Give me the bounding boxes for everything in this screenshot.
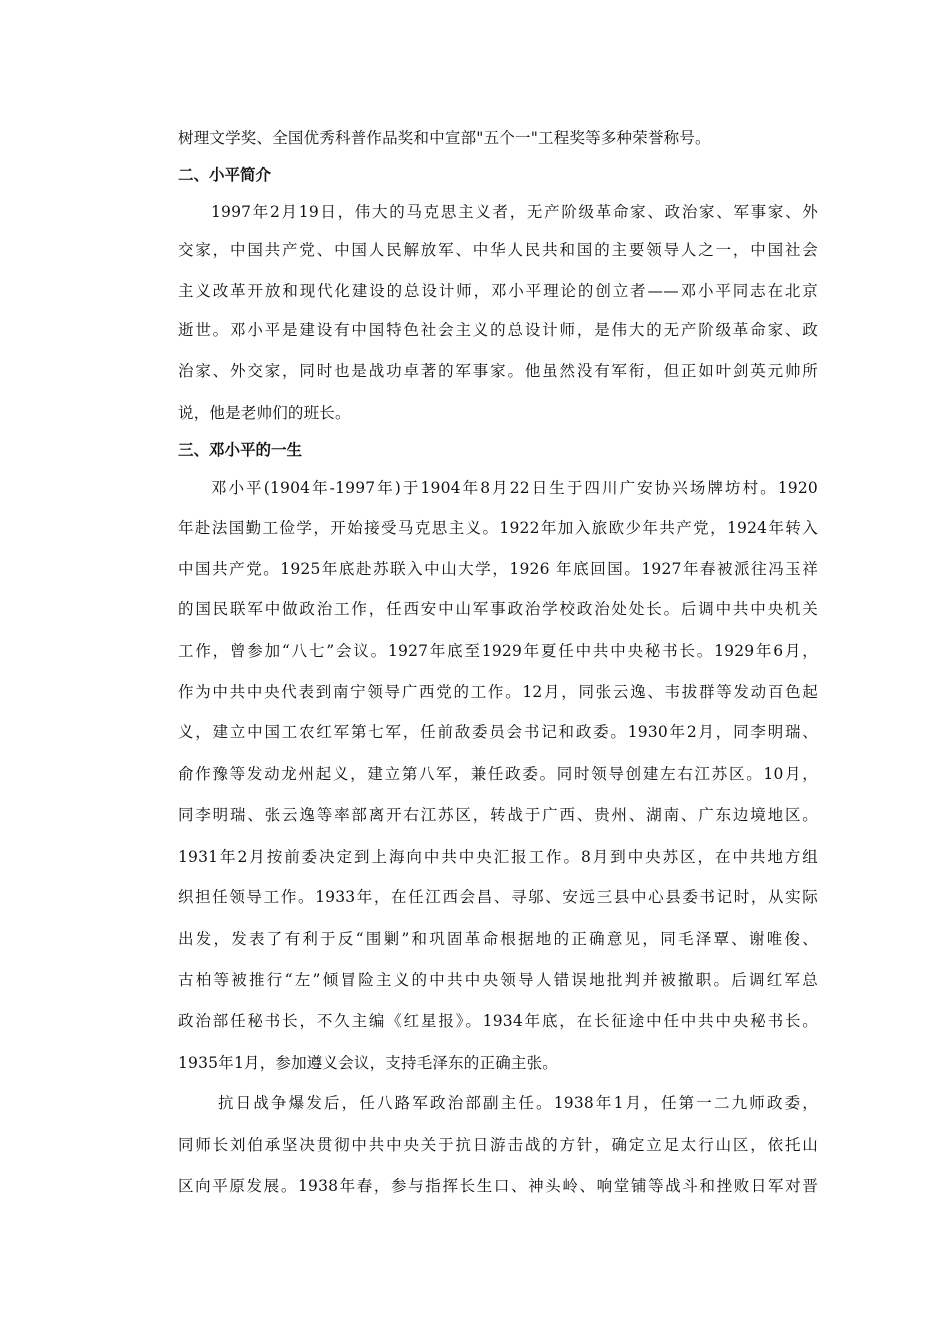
- section2-line: 交家，中国共产党、中国人民解放军、中华人民共和国的主要领导人之一，中国社会: [178, 241, 818, 259]
- section2-line: 说，他是老帅们的班长。: [178, 404, 351, 422]
- section-heading-3: 三、邓小平的一生: [178, 441, 303, 459]
- section3-line: 俞作豫等发动龙州起义，建立第八军，兼任政委。同时领导创建左右江苏区。10月，: [178, 765, 818, 783]
- section3-line: 政治部任秘书长，不久主编《红星报》。1934年底，在长征途中任中共中央秘书长。: [178, 1012, 818, 1030]
- section3-line: 抗日战争爆发后，任八路军政治部副主任。1938年1月，任第一二九师政委，: [218, 1094, 818, 1112]
- section3-line: 工作，曾参加“八七”会议。1927年底至1929年夏任中共中央秘书长。1929年6月，: [178, 642, 818, 660]
- section3-line: 邓小平(1904年-1997年)于1904年8月22日生于四川广安协兴场牌坊村。1920: [211, 479, 818, 497]
- section3-line: 区向平原发展。1938年春，参与指挥长生口、神头岭、响堂铺等战斗和挫败日军对晋: [178, 1177, 818, 1195]
- section3-line: 同李明瑞、张云逸等率部离开右江苏区，转战于广西、贵州、湖南、广东边境地区。: [178, 806, 818, 824]
- section3-line: 出发，发表了有利于反“围剿”和巩固革命根据地的正确意见，同毛泽覃、谢唯俊、: [178, 930, 818, 948]
- section3-line: 年赴法国勤工俭学，开始接受马克思主义。1922年加入旅欧少年共产党，1924年转入: [178, 519, 818, 537]
- section3-line: 中国共产党。1925年底赴苏联入中山大学，1926 年底回国。1927年春被派往冯玉祥: [178, 560, 818, 578]
- section3-line: 1935年1月，参加遵义会议，支持毛泽东的正确主张。: [178, 1054, 559, 1072]
- section2-line: 1997年2月19日，伟大的马克思主义者，无产阶级革命家、政治家、军事家、外: [211, 203, 818, 221]
- section2-line: 治家、外交家，同时也是战功卓著的军事家。他虽然没有军衔，但正如叶剑英元帅所: [178, 362, 818, 380]
- section3-line: 1931年2月按前委决定到上海向中共中央汇报工作。8月到中央苏区，在中共地方组: [178, 848, 818, 866]
- section3-line: 织担任领导工作。1933年，在任江西会昌、寻邬、安远三县中心县委书记时，从实际: [178, 888, 818, 906]
- section3-line: 的国民联军中做政治工作，任西安中山军事政治学校政治处处长。后调中共中央机关: [178, 600, 818, 618]
- section-heading-2: 二、小平简介: [178, 166, 272, 184]
- section3-line: 古柏等被推行“左”倾冒险主义的中共中央领导人错误地批判并被撤职。后调红军总: [178, 971, 818, 989]
- section3-line: 义，建立中国工农红军第七军，任前敌委员会书记和政委。1930年2月，同李明瑞、: [178, 723, 818, 741]
- section2-line: 逝世。邓小平是建设有中国特色社会主义的总设计师，是伟大的无产阶级革命家、政: [178, 321, 818, 339]
- section3-line: 作为中共中央代表到南宁领导广西党的工作。12月，同张云逸、韦拔群等发动百色起: [178, 683, 818, 701]
- section2-line: 主义改革开放和现代化建设的总设计师，邓小平理论的创立者——邓小平同志在北京: [178, 282, 818, 300]
- section3-line: 同师长刘伯承坚决贯彻中共中央关于抗日游击战的方针，确定立足太行山区，依托山: [178, 1136, 818, 1154]
- opening-line: 树理文学奖、全国优秀科普作品奖和中宣部"五个一"工程奖等多种荣誉称号。: [178, 129, 711, 147]
